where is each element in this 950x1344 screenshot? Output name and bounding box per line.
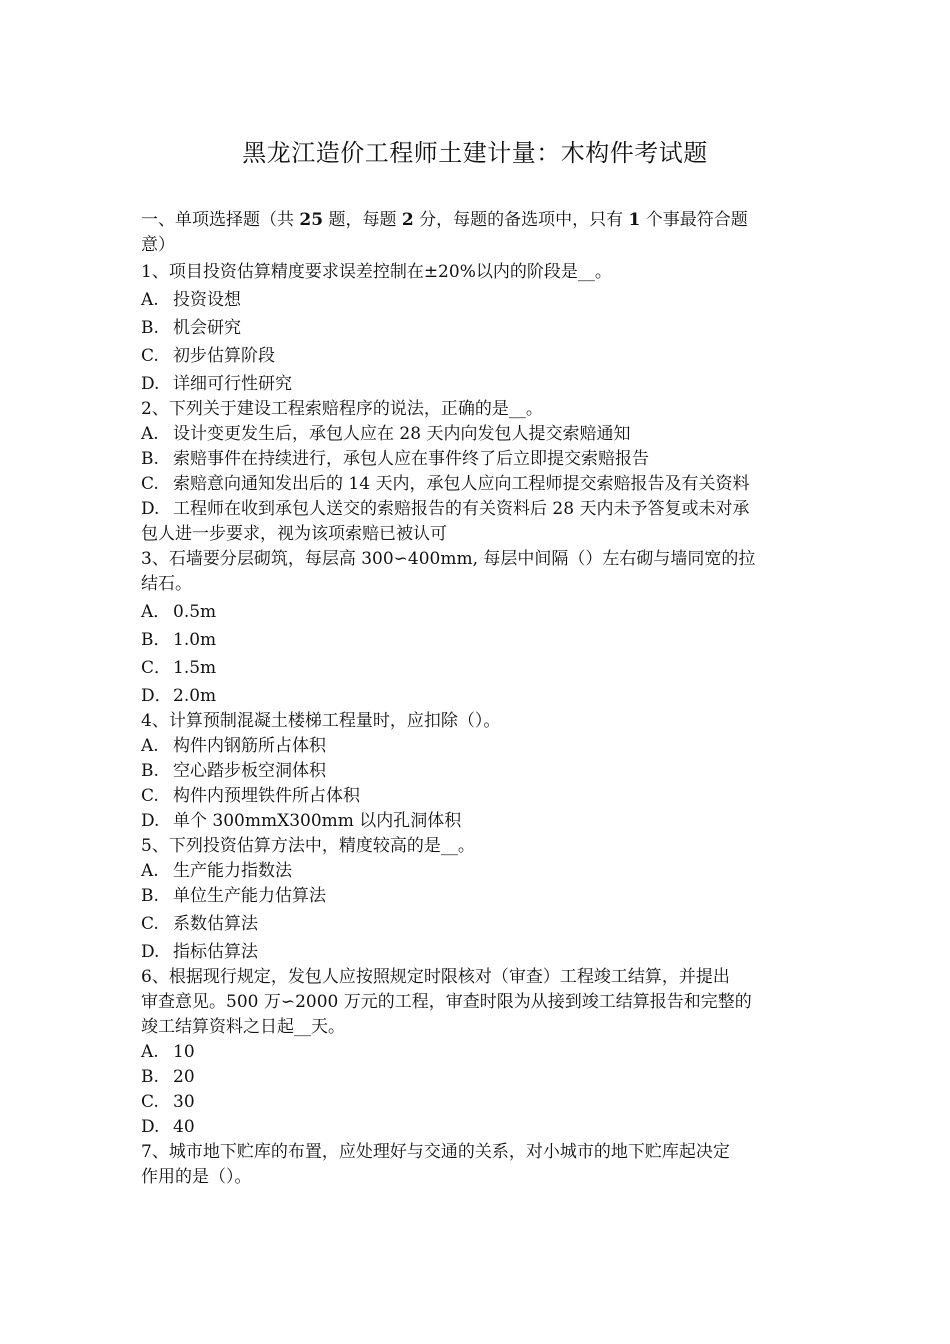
question-stem-continued: 竣工结算资料之日起__天。 — [141, 1017, 345, 1037]
question-stem: 7、城市地下贮库的布置，应处理好与交通的关系，对小城市的地下贮库起决定 — [141, 1142, 730, 1162]
option-d — [141, 684, 813, 709]
question-4 — [141, 709, 813, 834]
option-a — [141, 859, 813, 884]
section-intro-line2: 意） — [141, 235, 175, 255]
option-text: 工程师在收到承包人送交的索赔报告的有关资料后 28 天内未予答复或未对承 — [173, 499, 750, 519]
option-label: D. — [141, 374, 160, 394]
option-text: 30 — [173, 1092, 195, 1112]
intro-text: 一、单项选择题（共 — [141, 210, 300, 230]
section-intro — [141, 208, 813, 258]
option-text: 空心踏步板空洞体积 — [173, 761, 326, 781]
option-text: 构件内预埋铁件所占体积 — [173, 786, 360, 806]
option-label: C. — [141, 914, 159, 934]
option-text: 40 — [173, 1117, 195, 1137]
option-a — [141, 1040, 813, 1065]
option-b — [141, 628, 813, 653]
question-2 — [141, 397, 813, 547]
option-label: A. — [141, 424, 159, 444]
option-a — [141, 422, 813, 447]
option-text: 1.5m — [173, 658, 217, 678]
option-label: C. — [141, 474, 159, 494]
option-text: 系数估算法 — [173, 914, 258, 934]
question-stem: 4、计算预制混凝土楼梯工程量时，应扣除（）。 — [141, 711, 501, 731]
option-label: D. — [141, 942, 160, 962]
option-a — [141, 734, 813, 759]
question-stem-continued: 作用的是（）。 — [141, 1167, 252, 1187]
option-text: 构件内钢筋所占体积 — [173, 736, 326, 756]
question-stem: 3、石墙要分层砌筑，每层高 300∽400mm, 每层中间隔（）左右砌与墙同宽的拉 — [141, 549, 756, 569]
question-5 — [141, 834, 813, 965]
option-text: 索赔意向通知发出后的 14 天内，承包人应向工程师提交索赔报告及有关资料 — [173, 474, 750, 494]
intro-text: 分，每题的备选项中，只有 — [413, 210, 629, 230]
option-label: B. — [141, 1067, 159, 1087]
option-label: C． — [141, 658, 172, 678]
option-label: A. — [141, 1042, 159, 1062]
option-label: D. — [141, 1117, 160, 1137]
option-label: D. — [141, 499, 160, 519]
option-text: 2.0m — [173, 686, 217, 706]
option-text: 设计变更发生后，承包人应在 28 天内向发包人提交索赔通知 — [173, 424, 631, 444]
option-a — [141, 600, 813, 625]
question-stem-continued: 结石。 — [141, 574, 192, 594]
option-b — [141, 759, 813, 784]
option-text: 指标估算法 — [173, 942, 258, 962]
option-text: 10 — [173, 1042, 195, 1062]
intro-text: 题，每题 — [323, 210, 402, 230]
option-label: C. — [141, 346, 159, 366]
section-intro-line1 — [141, 208, 813, 233]
question-1 — [141, 260, 813, 397]
option-b — [141, 884, 813, 909]
option-c — [141, 472, 813, 497]
option-label: C. — [141, 786, 159, 806]
question-3 — [141, 547, 813, 709]
question-stem-continued: 审查意见。500 万∽2000 万元的工程，审查时限为从接到竣工结算报告和完整的 — [141, 992, 752, 1012]
option-label: B. — [141, 886, 159, 906]
option-d — [141, 497, 813, 522]
option-text: 1.0m — [173, 630, 217, 650]
option-label: D. — [141, 811, 160, 831]
option-text: 投资设想 — [173, 290, 241, 310]
option-d — [141, 372, 813, 397]
intro-total-count: 25 — [299, 210, 324, 230]
document-body — [141, 208, 813, 1190]
question-stem: 1、项目投资估算精度要求误差控制在±20%以内的阶段是__。 — [141, 262, 612, 282]
option-label: B. — [141, 761, 159, 781]
option-label: A. — [141, 290, 159, 310]
option-label: C. — [141, 1092, 159, 1112]
option-label: B. — [141, 318, 159, 338]
option-text: 单位生产能力估算法 — [173, 886, 326, 906]
option-a — [141, 288, 813, 313]
option-label: A. — [141, 861, 159, 881]
option-text: 初步估算阶段 — [173, 346, 275, 366]
option-c — [141, 1090, 813, 1115]
question-stem: 2、下列关于建设工程索赔程序的说法，正确的是__。 — [141, 399, 543, 419]
option-c — [141, 784, 813, 809]
question-7 — [141, 1140, 813, 1190]
question-6 — [141, 965, 813, 1140]
option-label: B． — [141, 630, 171, 650]
option-c — [141, 656, 813, 681]
option-text: 详细可行性研究 — [173, 374, 292, 394]
option-c — [141, 344, 813, 369]
option-text: 20 — [173, 1067, 195, 1087]
option-text: 单个 300mmX300mm 以内孔洞体积 — [173, 811, 462, 831]
option-text: 索赔事件在持续进行，承包人应在事件终了后立即提交索赔报告 — [173, 449, 649, 469]
option-text: 生产能力指数法 — [173, 861, 292, 881]
option-b — [141, 1065, 813, 1090]
option-label: A. — [141, 736, 159, 756]
option-label: B. — [141, 449, 159, 469]
option-text: 0.5m — [173, 602, 217, 622]
option-d-continued: 包人进一步要求，视为该项索赔已被认可 — [141, 524, 447, 544]
intro-text: 个事最符合题 — [640, 210, 748, 230]
intro-one: 1 — [628, 210, 641, 230]
intro-points: 2 — [401, 210, 414, 230]
option-d — [141, 809, 813, 834]
option-d — [141, 940, 813, 965]
option-label: A． — [141, 602, 171, 622]
option-b — [141, 316, 813, 341]
option-d — [141, 1115, 813, 1140]
question-stem: 5、下列投资估算方法中，精度较高的是__。 — [141, 836, 475, 856]
option-b — [141, 447, 813, 472]
option-label: D． — [141, 686, 172, 706]
option-text: 机会研究 — [173, 318, 241, 338]
document-title: 黑龙江造价工程师土建计量：木构件考试题 — [242, 139, 708, 167]
option-c — [141, 912, 813, 937]
question-stem: 6、根据现行规定，发包人应按照规定时限核对（审查）工程竣工结算，并提出 — [141, 967, 730, 987]
